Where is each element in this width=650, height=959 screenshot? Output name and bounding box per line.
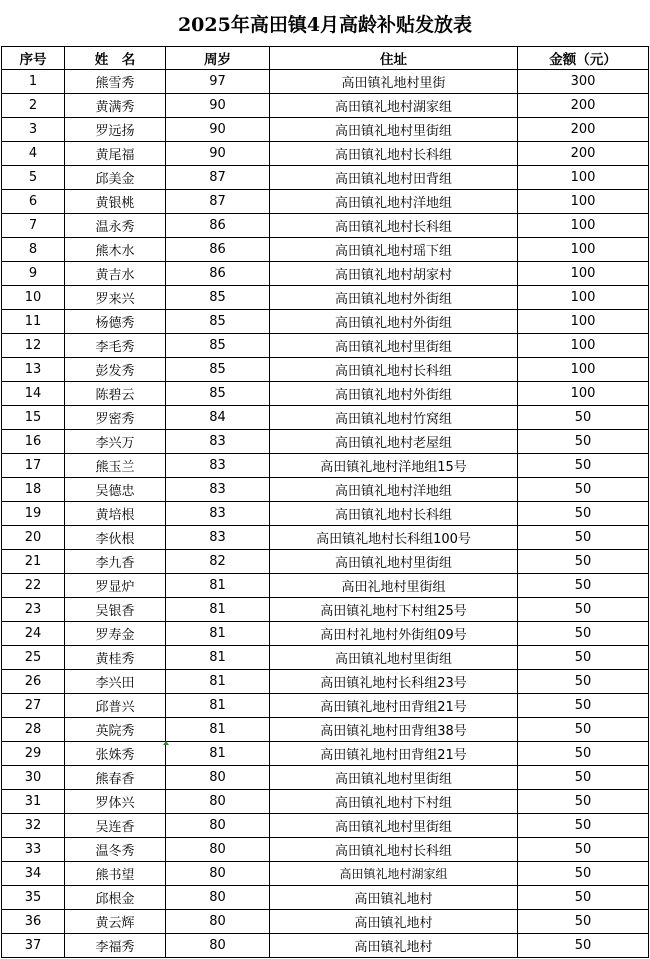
cell-index: 35 xyxy=(2,886,65,910)
cell-age: 84 xyxy=(166,406,270,430)
cell-age: 83 xyxy=(166,478,270,502)
cell-index: 6 xyxy=(2,190,65,214)
cell-age: 83 xyxy=(166,454,270,478)
cell-address: 高田镇礼地村洋地组 xyxy=(270,190,518,214)
cell-age: 90 xyxy=(166,94,270,118)
cell-name: 吴连香 xyxy=(65,814,166,838)
cell-name: 陈碧云 xyxy=(65,382,166,406)
cell-name: 吴银香 xyxy=(65,598,166,622)
cell-name: 李毛秀 xyxy=(65,334,166,358)
table-row xyxy=(2,166,649,190)
cell-name: 邱美金 xyxy=(65,166,166,190)
cell-index: 11 xyxy=(2,310,65,334)
cell-amount: 50 xyxy=(518,454,649,478)
cell-age: 83 xyxy=(166,526,270,550)
cell-index: 19 xyxy=(2,502,65,526)
cell-age: 83 xyxy=(166,502,270,526)
column-header-age: 周岁 xyxy=(166,47,270,70)
table-row xyxy=(2,358,649,382)
cell-index: 28 xyxy=(2,718,65,742)
table-row xyxy=(2,598,649,622)
cell-name: 熊雪秀 xyxy=(65,70,166,94)
cell-address: 高田镇礼地村里街组 xyxy=(270,334,518,358)
page-title: 2025年高田镇4月高龄补贴发放表 xyxy=(177,13,473,36)
cell-index: 25 xyxy=(2,646,65,670)
cell-name: 温永秀 xyxy=(65,214,166,238)
cell-amount: 200 xyxy=(518,142,649,166)
cell-address: 高田镇礼地村里街 xyxy=(270,70,518,94)
table-row xyxy=(2,214,649,238)
cell-name: 邱根金 xyxy=(65,886,166,910)
cell-amount: 50 xyxy=(518,838,649,862)
cell-amount: 100 xyxy=(518,334,649,358)
cell-name: 温冬秀 xyxy=(65,838,166,862)
cell-amount: 100 xyxy=(518,310,649,334)
cell-amount: 200 xyxy=(518,94,649,118)
cell-name: 李兴万 xyxy=(65,430,166,454)
cell-age: 81 xyxy=(166,646,270,670)
cell-age: 86 xyxy=(166,262,270,286)
cell-address: 高田镇礼地村 xyxy=(270,934,518,958)
cell-age: 80 xyxy=(166,814,270,838)
cell-age: 80 xyxy=(166,910,270,934)
cell-address: 高田镇礼地村长科组 xyxy=(270,358,518,382)
table-row xyxy=(2,94,649,118)
cell-name: 黄银桃 xyxy=(65,190,166,214)
cell-amount: 100 xyxy=(518,286,649,310)
table-row xyxy=(2,406,649,430)
cell-index: 7 xyxy=(2,214,65,238)
cell-index: 2 xyxy=(2,94,65,118)
cell-index: 23 xyxy=(2,598,65,622)
cell-name: 熊木水 xyxy=(65,238,166,262)
cell-amount: 50 xyxy=(518,574,649,598)
cell-amount: 200 xyxy=(518,118,649,142)
cell-amount: 50 xyxy=(518,718,649,742)
cell-address: 高田镇礼地村长科组 xyxy=(270,838,518,862)
cell-amount: 50 xyxy=(518,886,649,910)
cell-index: 12 xyxy=(2,334,65,358)
table-row xyxy=(2,526,649,550)
cell-name: 李伙根 xyxy=(65,526,166,550)
cell-age: 85 xyxy=(166,310,270,334)
cell-age: 81 xyxy=(166,598,270,622)
table-row xyxy=(2,838,649,862)
cell-amount: 50 xyxy=(518,622,649,646)
cell-amount: 50 xyxy=(518,430,649,454)
cell-age: 81 xyxy=(166,622,270,646)
cell-address: 高田镇礼地村长科组100号 xyxy=(270,526,518,550)
cell-index: 27 xyxy=(2,694,65,718)
cell-age: 85 xyxy=(166,334,270,358)
table-row xyxy=(2,502,649,526)
column-header-amount: 金额（元） xyxy=(518,47,649,70)
cell-age: 81 xyxy=(166,718,270,742)
cell-amount: 50 xyxy=(518,814,649,838)
cell-amount: 50 xyxy=(518,694,649,718)
cell-address: 高田镇礼地村田背组 xyxy=(270,166,518,190)
cell-index: 21 xyxy=(2,550,65,574)
cell-amount: 300 xyxy=(518,70,649,94)
cell-name: 李兴田 xyxy=(65,670,166,694)
table-row xyxy=(2,622,649,646)
cell-index: 33 xyxy=(2,838,65,862)
cell-name: 熊春香 xyxy=(65,766,166,790)
table-row xyxy=(2,430,649,454)
cell-age: 87 xyxy=(166,166,270,190)
table-row xyxy=(2,118,649,142)
cell-age: 80 xyxy=(166,790,270,814)
cell-amount: 50 xyxy=(518,598,649,622)
table-row xyxy=(2,478,649,502)
cell-age: 80 xyxy=(166,766,270,790)
cell-index: 32 xyxy=(2,814,65,838)
cell-address: 高田镇礼地村田背组21号 xyxy=(270,694,518,718)
cell-index: 10 xyxy=(2,286,65,310)
table-row xyxy=(2,70,649,94)
cell-address: 高田镇礼地村竹窝组 xyxy=(270,406,518,430)
cell-age: 90 xyxy=(166,142,270,166)
cell-address: 高田镇礼地村外街组 xyxy=(270,382,518,406)
cell-address: 高田镇礼地村瑶下组 xyxy=(270,238,518,262)
cell-name: 熊玉兰 xyxy=(65,454,166,478)
cell-name: 罗来兴 xyxy=(65,286,166,310)
cell-address: 高田镇礼地村里街组 xyxy=(270,550,518,574)
cell-address: 高田镇礼地村长科组 xyxy=(270,502,518,526)
cell-name: 熊书望 xyxy=(65,862,166,886)
cell-index: 13 xyxy=(2,358,65,382)
cell-age: 80 xyxy=(166,934,270,958)
cell-amount: 100 xyxy=(518,358,649,382)
cell-address: 高田镇礼地村下村组25号 xyxy=(270,598,518,622)
cell-index: 15 xyxy=(2,406,65,430)
cell-index: 3 xyxy=(2,118,65,142)
cell-index: 31 xyxy=(2,790,65,814)
cell-address: 高田镇礼地村外街组 xyxy=(270,286,518,310)
cell-name: 杨德秀 xyxy=(65,310,166,334)
cell-name: 英院秀 xyxy=(65,718,166,742)
cell-address: 高田镇礼地村里街组 xyxy=(270,118,518,142)
cell-amount: 100 xyxy=(518,214,649,238)
cell-index: 29 xyxy=(2,742,65,766)
table-row xyxy=(2,910,649,934)
cell-amount: 50 xyxy=(518,934,649,958)
table-row xyxy=(2,934,649,958)
cell-index: 30 xyxy=(2,766,65,790)
cell-age: 80 xyxy=(166,886,270,910)
cell-name: 罗寿金 xyxy=(65,622,166,646)
cell-address: 高田村礼地村外街组09号 xyxy=(270,622,518,646)
table-row xyxy=(2,286,649,310)
cell-amount: 100 xyxy=(518,190,649,214)
table-row xyxy=(2,382,649,406)
table-row xyxy=(2,190,649,214)
cell-address: 高田镇礼地村洋地组 xyxy=(270,478,518,502)
cell-index: 14 xyxy=(2,382,65,406)
cell-age: 81 xyxy=(166,694,270,718)
table-row xyxy=(2,334,649,358)
cell-name: 李九香 xyxy=(65,550,166,574)
cell-comment-marker xyxy=(163,741,169,745)
table-row xyxy=(2,766,649,790)
cell-name: 黄培根 xyxy=(65,502,166,526)
table-row xyxy=(2,790,649,814)
cell-name: 黄桂秀 xyxy=(65,646,166,670)
table-row xyxy=(2,886,649,910)
table-row xyxy=(2,550,649,574)
cell-address: 高田镇礼地村湖家组 xyxy=(270,862,518,886)
cell-name: 彭发秀 xyxy=(65,358,166,382)
cell-age: 80 xyxy=(166,838,270,862)
cell-amount: 50 xyxy=(518,478,649,502)
cell-index: 26 xyxy=(2,670,65,694)
cell-address: 高田镇礼地村里街组 xyxy=(270,814,518,838)
table-row xyxy=(2,814,649,838)
cell-amount: 50 xyxy=(518,862,649,886)
cell-name: 罗显炉 xyxy=(65,574,166,598)
cell-address: 高田镇礼地村里街组 xyxy=(270,646,518,670)
cell-index: 34 xyxy=(2,862,65,886)
cell-name: 黄吉水 xyxy=(65,262,166,286)
cell-age: 90 xyxy=(166,118,270,142)
cell-age: 85 xyxy=(166,286,270,310)
cell-name: 黄满秀 xyxy=(65,94,166,118)
cell-age: 80 xyxy=(166,862,270,886)
cell-name: 黄云辉 xyxy=(65,910,166,934)
cell-age: 85 xyxy=(166,382,270,406)
cell-amount: 100 xyxy=(518,262,649,286)
cell-address: 高田镇礼地村外街组 xyxy=(270,310,518,334)
cell-address: 高田镇礼地村洋地组15号 xyxy=(270,454,518,478)
table-row xyxy=(2,262,649,286)
cell-amount: 50 xyxy=(518,790,649,814)
cell-name: 罗体兴 xyxy=(65,790,166,814)
cell-age: 87 xyxy=(166,190,270,214)
cell-address: 高田镇礼地村 xyxy=(270,910,518,934)
cell-age: 85 xyxy=(166,358,270,382)
cell-amount: 100 xyxy=(518,238,649,262)
column-header-index: 序号 xyxy=(2,47,65,70)
cell-index: 4 xyxy=(2,142,65,166)
cell-address: 高田镇礼地村 xyxy=(270,886,518,910)
column-header-name: 姓 名 xyxy=(65,47,166,70)
cell-amount: 50 xyxy=(518,502,649,526)
cell-name: 黄尾福 xyxy=(65,142,166,166)
cell-index: 9 xyxy=(2,262,65,286)
table-row xyxy=(2,742,649,766)
cell-address: 高田镇礼地村湖家组 xyxy=(270,94,518,118)
cell-name: 吴德忠 xyxy=(65,478,166,502)
cell-index: 22 xyxy=(2,574,65,598)
cell-index: 5 xyxy=(2,166,65,190)
cell-index: 37 xyxy=(2,934,65,958)
cell-amount: 50 xyxy=(518,742,649,766)
cell-address: 高田镇礼地村田背组38号 xyxy=(270,718,518,742)
table-row xyxy=(2,238,649,262)
cell-name: 李福秀 xyxy=(65,934,166,958)
cell-amount: 100 xyxy=(518,382,649,406)
cell-amount: 50 xyxy=(518,646,649,670)
cell-index: 20 xyxy=(2,526,65,550)
cell-age: 82 xyxy=(166,550,270,574)
cell-age: 97 xyxy=(166,70,270,94)
cell-address: 高田镇礼地村老屋组 xyxy=(270,430,518,454)
column-header-address: 住址 xyxy=(270,47,518,70)
cell-index: 16 xyxy=(2,430,65,454)
table-header-row xyxy=(2,47,649,70)
cell-amount: 100 xyxy=(518,166,649,190)
cell-name: 张姝秀 xyxy=(65,742,166,766)
table-row xyxy=(2,670,649,694)
table-row xyxy=(2,574,649,598)
cell-index: 8 xyxy=(2,238,65,262)
cell-amount: 50 xyxy=(518,406,649,430)
cell-amount: 50 xyxy=(518,670,649,694)
cell-address: 高田礼地村里街组 xyxy=(270,574,518,598)
cell-index: 1 xyxy=(2,70,65,94)
cell-amount: 50 xyxy=(518,910,649,934)
table-row xyxy=(2,646,649,670)
cell-address: 高田镇礼地村下村组 xyxy=(270,790,518,814)
cell-address: 高田镇礼地村长科组 xyxy=(270,142,518,166)
cell-age: 81 xyxy=(166,742,270,766)
cell-age: 81 xyxy=(166,670,270,694)
table-row xyxy=(2,694,649,718)
cell-amount: 50 xyxy=(518,526,649,550)
cell-amount: 50 xyxy=(518,766,649,790)
cell-index: 17 xyxy=(2,454,65,478)
cell-address: 高田镇礼地村胡家村 xyxy=(270,262,518,286)
table-row xyxy=(2,310,649,334)
cell-index: 18 xyxy=(2,478,65,502)
cell-address: 高田镇礼地村里街组 xyxy=(270,766,518,790)
cell-address: 高田镇礼地村长科组23号 xyxy=(270,670,518,694)
cell-name: 罗密秀 xyxy=(65,406,166,430)
cell-age: 86 xyxy=(166,214,270,238)
cell-age: 83 xyxy=(166,430,270,454)
cell-index: 36 xyxy=(2,910,65,934)
cell-address: 高田镇礼地村田背组21号 xyxy=(270,742,518,766)
cell-age: 81 xyxy=(166,574,270,598)
table-row xyxy=(2,142,649,166)
table-row xyxy=(2,454,649,478)
table-row xyxy=(2,862,649,886)
table-row xyxy=(2,718,649,742)
cell-name: 罗远扬 xyxy=(65,118,166,142)
subsidy-table xyxy=(1,46,649,958)
cell-amount: 50 xyxy=(518,550,649,574)
cell-index: 24 xyxy=(2,622,65,646)
cell-address: 高田镇礼地村长科组 xyxy=(270,214,518,238)
cell-age: 86 xyxy=(166,238,270,262)
cell-name: 邱普兴 xyxy=(65,694,166,718)
